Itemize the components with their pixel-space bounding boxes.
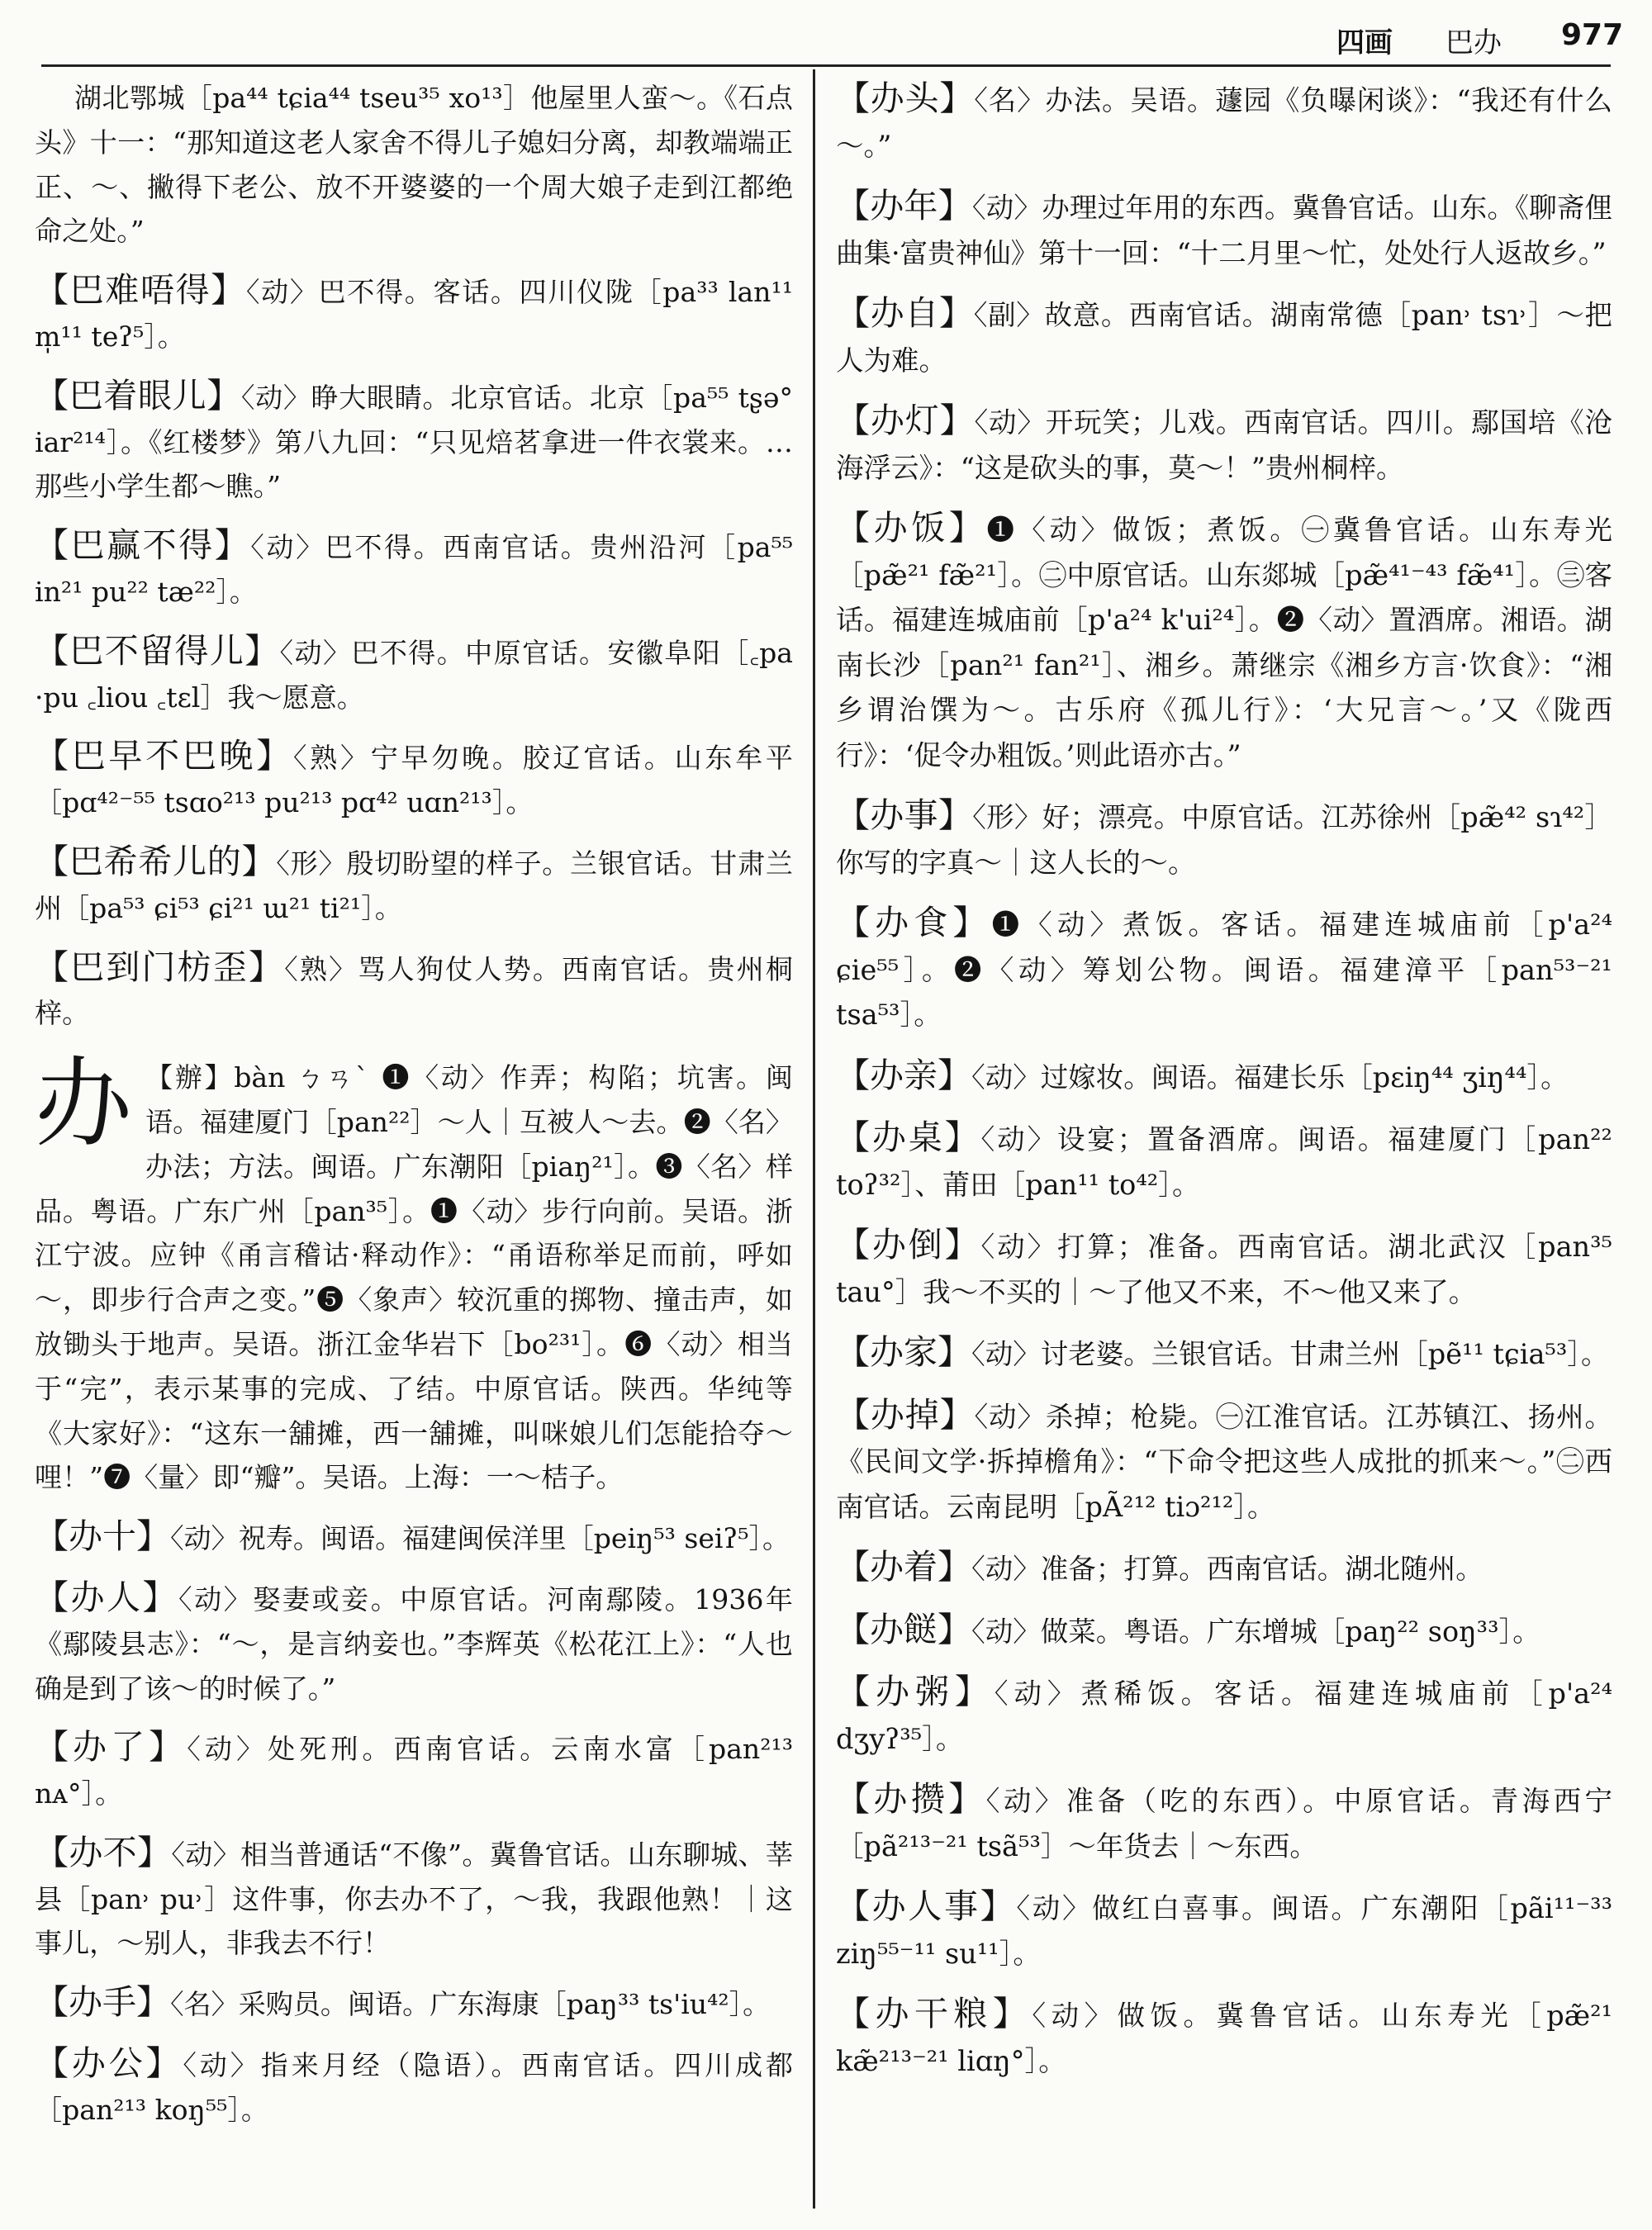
sub-entry — [836, 76, 1612, 168]
sub-entry — [836, 183, 1612, 276]
entry-headword: 【办了】 — [35, 1727, 188, 1767]
sub-entry — [35, 1515, 793, 1561]
entry-text: 〈动〉睁大眼睛。北京官话。北京［pa⁵⁵ tʂə° iar²¹⁴］。《红楼梦》第八九回：“只见焙茗拿进一件衣裳来。…那些小学生都～瞧。” — [35, 381, 793, 503]
entry-text: 〈动〉做饭。冀鲁官话。山东寿光［pæ̃²¹ kæ̃²¹³⁻²¹ liɑŋ°］。 — [836, 2000, 1612, 2077]
entry-text: 〈动〉做菜。粤语。广东增城［paŋ²² soŋ³³］。 — [971, 1615, 1540, 1648]
entry-headword: 【办事】 — [836, 795, 973, 835]
entry-text: 〈熟〉宁早勿晚。胶辽官话。山东牟平［pɑ⁴²⁻⁵⁵ tsɑo²¹³ pu²¹³ pɑ⁴² uɑn²¹³］。 — [35, 742, 793, 819]
entry-headword: 【办年】 — [836, 186, 972, 225]
sub-entry — [836, 1053, 1612, 1101]
sub-entry — [35, 840, 793, 931]
entry-text: 〈动〉杀掉；枪毙。㊀江淮官话。江苏镇江、扬州。《民间文学·拆掉檐角》：“下命令把这些人成批的抓来～。”㊁西南官话。云南昆明［pÃ²¹² tiɔ²¹²］。 — [836, 1400, 1613, 1523]
sub-entry — [836, 291, 1612, 383]
entry-text: 〈名〉办法。吴语。蘧园《负曝闲谈》：“我还有什么～。” — [836, 84, 1612, 162]
header-chars: 巴办 — [1446, 26, 1502, 59]
header-section: 四画 — [1336, 26, 1393, 59]
entry-continuation — [35, 76, 793, 254]
main-entry — [35, 1046, 793, 1500]
sub-entry — [35, 1576, 793, 1710]
sub-entry — [35, 1981, 793, 2027]
entry-headword: 【巴到门枋歪】 — [35, 947, 285, 987]
entry-headword: 【巴早不巴晚】 — [35, 736, 293, 776]
entry-text: 〈名〉采购员。闽语。广东海康［paŋ³³ ts'iu⁴²］。 — [170, 1988, 771, 2021]
entry-headword: 【办人事】 — [836, 1886, 1017, 1926]
sub-entry — [836, 1669, 1612, 1762]
sub-entry — [836, 1991, 1612, 2084]
entry-text: 〈动〉过嫁妆。闽语。福建长乐［pɛiŋ⁴⁴ ʒiŋ⁴⁴］。 — [971, 1060, 1569, 1094]
sub-entry — [836, 1607, 1612, 1655]
header-rule — [41, 64, 1611, 67]
sub-entry — [836, 1330, 1612, 1378]
entry-headword: 【办饭】 — [836, 508, 987, 548]
sub-entry — [836, 505, 1612, 778]
sub-entry — [35, 1831, 793, 1966]
entry-headword: 【办掉】 — [836, 1394, 975, 1435]
entry-headword: 【办公】 — [35, 2043, 183, 2084]
entry-text: 〈动〉巴不得。客话。四川仪陇［pa³³ lan¹¹ m̩¹¹ teʔ⁵］。 — [35, 276, 793, 353]
entry-text: 〈动〉指来月经（隐语）。西南官话。四川成都［pan²¹³ koŋ⁵⁵］。 — [35, 2049, 793, 2126]
entry-headword: 【巴不留得儿】 — [35, 630, 280, 671]
sub-entry — [35, 1725, 793, 1816]
entry-headword: 【办倒】 — [836, 1225, 981, 1264]
entry-text: 〈动〉巴不得。西南官话。贵州沿河［pa⁵⁵ in²¹ pu²² tæ²²］。 — [35, 531, 794, 608]
sub-entry — [836, 1115, 1612, 1208]
entry-headword: 【巴着眼儿】 — [35, 375, 241, 415]
left-column — [35, 76, 793, 2147]
page-number: 977 — [1561, 18, 1624, 52]
entry-text: 〈熟〉骂人狗仗人势。西南官话。贵州桐梓。 — [35, 952, 793, 1030]
entry-text: 〈动〉娶妻或妾。中原官话。河南鄢陵。1936年《鄢陵县志》：“～，是言纳妾也。”李辉英《松花江上》：“人也确是到了该～的时候了。” — [35, 1582, 794, 1705]
sub-entry — [836, 793, 1612, 885]
entry-text: 〈动〉处死刑。西南官话。云南水富［pan²¹³ nᴀ°］。 — [35, 1733, 794, 1810]
sub-entry — [836, 1222, 1612, 1315]
entry-headword: 【办桌】 — [836, 1117, 981, 1157]
entry-headword: 【办手】 — [35, 1982, 170, 2023]
sub-entry — [836, 1544, 1612, 1592]
main-headword: 办 — [35, 1046, 133, 1161]
entry-text: 〈动〉准备（吃的东西）。中原官话。青海西宁［pã²¹³⁻²¹ tsã⁵³］～年货去｜～东西。 — [836, 1785, 1613, 1862]
sub-entry — [836, 1777, 1612, 1869]
page-header — [0, 0, 1652, 64]
entry-text: 〈形〉好；漂亮。中原官话。江苏徐州［pæ̃⁴² sɿ⁴²］你写的字真～｜这人长的～。 — [836, 801, 1613, 879]
entry-headword: 【办着】 — [836, 1547, 971, 1587]
entry-headword: 【办攒】 — [836, 1779, 986, 1819]
sub-entry — [35, 946, 793, 1037]
entry-text: 〈副〉故意。西南官话。湖南常德［pan˒ tsɿ˒］～把人为难。 — [836, 299, 1612, 377]
entry-headword: 【办自】 — [836, 293, 974, 333]
entry-headword: 【办灯】 — [836, 401, 975, 440]
entry-text: 〈动〉煮稀饭。客话。福建连城庙前［p'a²⁴ dʒyʔ³⁵］。 — [836, 1677, 1613, 1755]
entry-text: 〈动〉开玩笑；儿戏。西南官话。四川。鄢国培《沧海浮云》：“这是砍头的事，莫～！”贵州桐梓。 — [836, 406, 1613, 484]
entry-text: 〈动〉巴不得。中原官话。安徽阜阳［꜀pa ·pu ꜀liou ꜀tɛl］我～愿意。 — [35, 636, 794, 714]
entry-headword: 【办干粮】 — [836, 1994, 1032, 2033]
entry-text: 〈动〉办理过年用的东西。冀鲁官话。山东。《聊斋俚曲集·富贵神仙》第十一回：“十二月里～忙，处处行人返故乡。” — [836, 192, 1613, 269]
entry-text: 〈动〉打算；准备。西南官话。湖北武汉［pan³⁵ tau°］我～不买的｜～了他又不来，不～他又来了。 — [836, 1231, 1612, 1308]
entry-text: 【辦】bàn ㄅㄢˋ ❶〈动〉作弄；构陷；坑害。闽语。福建厦门［pan²²］～人｜互被人～去。❷〈名〉办法；方法。闽语。广东潮阳［piaŋ²¹］。❸〈名〉样品。粤语。广东广州［pan³⁵］。❶〈动〉步行向前。吴语。浙江宁波。应钟《甬言稽诂·释动作》：“甬语称举足而前，呼如～，即步行合声之变。”❺〈象声〉较沉重的掷物、撞击声，如放锄头于地声。吴语。浙江金华岩下［bo²³¹］。❻〈动〉相当于“完”，表示某事的完成、了结。中原官话。陕西。华纯等《大家好》：“这东一舖摊，西一舖摊，叫咪娘儿们怎能拾夺～哩！”❼〈量〉即“瓣”。吴语。上海：一～桔子。 — [35, 1061, 793, 1494]
sub-entry — [35, 524, 793, 614]
entry-headword: 【巴希希儿的】 — [35, 841, 277, 881]
sub-entry — [836, 900, 1612, 1038]
entry-headword: 【办家】 — [836, 1332, 971, 1372]
sub-entry — [35, 734, 793, 825]
right-column — [836, 76, 1612, 2099]
entry-headword: 【办亲】 — [836, 1055, 971, 1095]
entry-text: 〈动〉讨老婆。兰银官话。甘肃兰州［pẽ¹¹ tɕia⁵³］。 — [971, 1338, 1609, 1370]
sub-entry — [35, 268, 793, 359]
entry-headword: 【办餸】 — [836, 1609, 971, 1649]
entry-headword: 【巴难唔得】 — [35, 270, 246, 311]
sub-entry — [35, 629, 793, 720]
column-divider — [813, 69, 815, 2209]
sub-entry — [35, 2042, 793, 2133]
entry-text: 〈动〉设宴；置备酒席。闽语。福建厦门［pan²² toʔ³²］、莆田［pan¹¹ to⁴²］。 — [836, 1123, 1612, 1201]
entry-headword: 【办人】 — [35, 1577, 179, 1617]
entry-text: 湖北鄂城［pa⁴⁴ tɕia⁴⁴ tseu³⁵ xo¹³］他屋里人蛮～。《石点头》十一：“那知道这老人家舍不得儿子媳妇分离，却教端端正正、～、撇得下老公、放不开婆婆的一个周大娘子走到江都绝命之处。” — [35, 82, 793, 248]
entry-text: 〈动〉准备；打算。西南官话。湖北随州。 — [971, 1553, 1483, 1585]
entry-text: 〈动〉祝寿。闽语。福建闽侯洋里［peiŋ⁵³ seiʔ⁵］。 — [170, 1522, 790, 1555]
sub-entry — [836, 1393, 1612, 1530]
entry-text: ❶〈动〉煮饭。客话。福建连城庙前［p'a²⁴ ɕie⁵⁵］。❷〈动〉筹划公物。闽语。福建漳平［pan⁵³⁻²¹ tsa⁵³］。 — [836, 909, 1613, 1031]
sub-entry — [836, 1884, 1612, 1976]
entry-text: ❶〈动〉做饭；煮饭。㊀冀鲁官话。山东寿光［pæ̃²¹ fæ̃²¹］。㊁中原官话。山东郯城［pæ̃⁴¹⁻⁴³ fæ̃⁴¹］。㊂客话。福建连城庙前［p'a²⁴ k'ui²⁴］。❷〈动〉置酒席。湘语。湖南长沙［pan²¹ fan²¹］、湘乡。萧继宗《湘乡方言·饮食》：“湘乡谓治馔为～。古乐府《孤儿行》：‘大兄言～。’又《陇西行》：‘促令办粗饭。’则此语亦古。” — [836, 514, 1613, 771]
entry-headword: 【办十】 — [35, 1516, 170, 1557]
sub-entry — [836, 398, 1612, 491]
entry-text: 〈动〉做红白喜事。闽语。广东潮阳［pãi¹¹⁻³³ ziŋ⁵⁵⁻¹¹ su¹¹］。 — [836, 1892, 1613, 1970]
entry-text: 〈形〉殷切盼望的样子。兰银官话。甘肃兰州［pa⁵³ ɕi⁵³ ɕi²¹ ɯ²¹ ti²¹］。 — [35, 847, 793, 924]
entry-text: 〈动〉相当普通话“不像”。冀鲁官话。山东聊城、莘县［pan˒ pu˒］这件事，你去办不了，～我，我跟他熟！｜这事儿，～别人，非我去不行！ — [35, 1838, 794, 1960]
entry-headword: 【办粥】 — [836, 1672, 995, 1711]
entry-headword: 【办食】 — [836, 903, 992, 942]
entry-headword: 【巴赢不得】 — [35, 525, 251, 566]
entry-headword: 【办头】 — [836, 78, 975, 118]
entry-headword: 【办不】 — [35, 1832, 172, 1872]
sub-entry — [35, 374, 793, 509]
